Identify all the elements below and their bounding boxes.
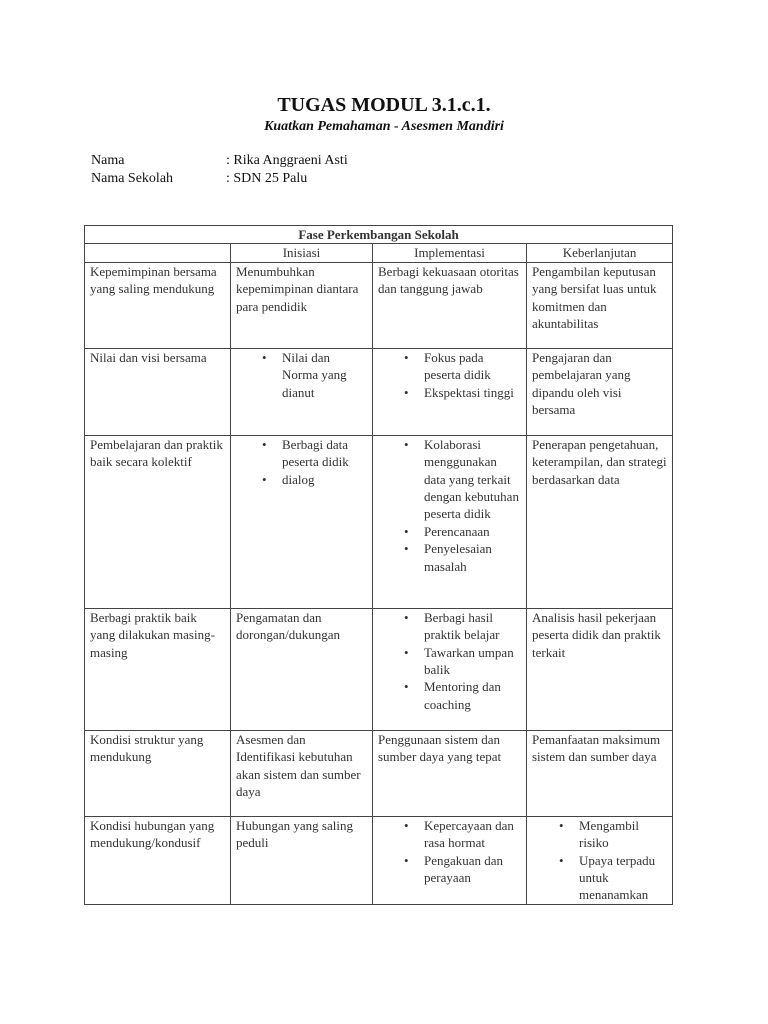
list-item: • Mentoring dan coaching	[424, 678, 521, 713]
cell-keberlanjutan: Pemanfaatan maksimum sistem dan sumber daya	[527, 730, 673, 816]
column-header-keberlanjutan: Keberlanjutan	[527, 244, 673, 262]
cell-keberlanjutan: Penerapan pengetahuan, keterampilan, dan strategi berdasarkan data	[527, 435, 673, 608]
school-line	[91, 171, 307, 187]
column-header-inisiasi: Inisiasi	[231, 244, 373, 262]
row-label: Kondisi struktur yang mendukung	[85, 730, 231, 816]
cell-implementasi	[373, 348, 527, 435]
name-line	[91, 153, 348, 169]
cell-implementasi	[373, 608, 527, 730]
cell-inisiasi: Menumbuhkan kepemimpinan diantara para pendidik	[231, 262, 373, 348]
list-item: • Penyelesaian masalah	[424, 540, 521, 575]
row-label: Pembelajaran dan praktik baik secara kolektif	[85, 435, 231, 608]
table-row	[85, 816, 673, 904]
row-label: Kepemimpinan bersama yang saling mendukung	[85, 262, 231, 348]
list-item: • Berbagi hasil praktik belajar	[424, 609, 521, 644]
list-item: • Tawarkan umpan balik	[424, 644, 521, 679]
row-label: Berbagi praktik baik yang dilakukan masing-masing	[85, 608, 231, 730]
cell-inisiasi: Hubungan yang saling peduli	[231, 816, 373, 904]
cell-keberlanjutan: Pengajaran dan pembelajaran yang dipandu oleh visi bersama	[527, 348, 673, 435]
school-label: Nama Sekolah	[91, 171, 174, 186]
list-item: • Berbagi data peserta didik	[282, 436, 367, 471]
cell-inisiasi	[231, 435, 373, 608]
list-item: • Mengambil risiko	[579, 817, 667, 852]
cell-keberlanjutan: Pengambilan keputusan yang bersifat luas untuk komitmen dan akuntabilitas	[527, 262, 673, 348]
list-item: • Pengakuan dan perayaan	[424, 852, 521, 887]
document-title: TUGAS MODUL 3.1.c.1.	[277, 94, 491, 116]
cell-implementasi	[373, 435, 527, 608]
name-value: : Rika Anggraeni Asti	[226, 153, 348, 168]
school-value: : SDN 25 Palu	[226, 171, 308, 186]
cell-inisiasi: Asesmen dan Identifikasi kebutuhan akan sistem dan sumber daya	[231, 730, 373, 816]
row-label: Nilai dan visi bersama	[85, 348, 231, 435]
cell-implementasi	[373, 816, 527, 904]
table-row	[85, 608, 673, 730]
table-row	[85, 435, 673, 608]
cell-keberlanjutan: Analisis hasil pekerjaan peserta didik dan praktik terkait	[527, 608, 673, 730]
list-item: • Ekspektasi tinggi	[424, 384, 521, 401]
table-row	[85, 730, 673, 816]
list-item: • Nilai dan Norma yang dianut	[282, 349, 367, 401]
cell-implementasi: Berbagi kekuasaan otoritas dan tanggung jawab	[373, 262, 527, 348]
phase-table	[84, 225, 673, 905]
table-row	[85, 348, 673, 435]
column-header-implementasi: Implementasi	[373, 244, 527, 262]
cell-implementasi: Penggunaan sistem dan sumber daya yang tepat	[373, 730, 527, 816]
list-item: • Kolaborasi menggunakan data yang terkait dengan kebutuhan peserta didik	[424, 436, 521, 523]
cell-inisiasi	[231, 348, 373, 435]
name-label: Nama	[91, 153, 125, 168]
document-subtitle: Kuatkan Pemahaman - Asesmen Mandiri	[264, 119, 504, 134]
header-empty-cell	[85, 244, 231, 262]
list-item: • Fokus pada peserta didik	[424, 349, 521, 384]
cell-keberlanjutan	[527, 816, 673, 904]
cell-inisiasi: Pengamatan dan dorongan/dukungan	[231, 608, 373, 730]
list-item: • dialog	[282, 471, 367, 488]
row-label: Kondisi hubungan yang mendukung/kondusif	[85, 816, 231, 904]
table-row	[85, 262, 673, 348]
phase-header: Fase Perkembangan Sekolah	[85, 226, 673, 244]
list-item: • Upaya terpadu untuk menanamkan	[579, 852, 667, 904]
list-item: • Perencanaan	[424, 523, 521, 540]
list-item: • Kepercayaan dan rasa hormat	[424, 817, 521, 852]
